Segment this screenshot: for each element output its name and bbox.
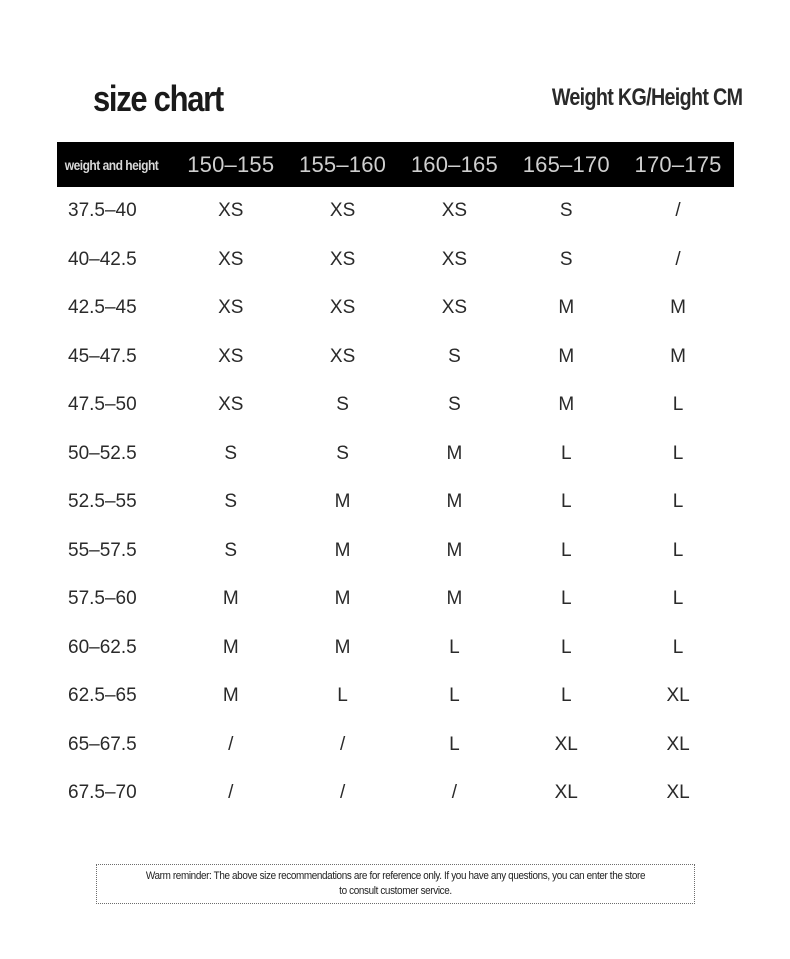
size-cell: XS xyxy=(218,297,244,319)
size-cell: M xyxy=(558,394,575,416)
size-cell: L xyxy=(337,685,348,707)
weight-cell: 42.5–45 xyxy=(68,297,137,319)
size-cell: L xyxy=(560,442,572,464)
size-cell: L xyxy=(672,636,684,658)
size-cell: XS xyxy=(441,248,468,270)
size-cell: XL xyxy=(666,782,690,804)
size-cell: / xyxy=(339,782,346,804)
size-cell: L xyxy=(672,394,684,416)
size-cell: S xyxy=(224,491,238,513)
size-cell: S xyxy=(224,539,238,561)
size-cell: M xyxy=(222,685,239,707)
size-cell: L xyxy=(560,539,572,561)
size-cell: XL xyxy=(554,733,578,755)
weight-cell: 52.5–55 xyxy=(68,491,137,513)
size-cell: L xyxy=(672,539,684,561)
size-cell: M xyxy=(446,539,463,561)
size-cell: S xyxy=(224,442,238,464)
size-cell: L xyxy=(672,588,684,610)
table-row xyxy=(57,769,734,818)
table-row xyxy=(57,672,734,721)
size-cell: XL xyxy=(554,782,578,804)
column-header: 155–160 xyxy=(299,151,387,177)
size-cell: XS xyxy=(218,200,244,222)
weight-cell: 65–67.5 xyxy=(68,733,137,755)
size-cell: / xyxy=(228,733,234,755)
size-cell: L xyxy=(560,588,572,610)
size-cell: XS xyxy=(441,200,468,222)
weight-cell: 67.5–70 xyxy=(68,782,137,804)
weight-cell: 45–47.5 xyxy=(68,345,137,367)
table-row xyxy=(57,284,734,333)
table-row xyxy=(57,187,734,236)
warm-reminder-box xyxy=(96,864,695,904)
size-cell: M xyxy=(446,442,463,464)
size-cell: XS xyxy=(329,200,356,222)
size-cell: XS xyxy=(441,297,468,319)
table-row xyxy=(57,333,734,382)
corner-label: weight and height xyxy=(64,156,159,173)
size-cell: XS xyxy=(329,297,356,319)
table-row xyxy=(57,721,734,770)
weight-cell: 55–57.5 xyxy=(68,539,137,561)
weight-cell: 37.5–40 xyxy=(68,200,137,222)
weight-cell: 47.5–50 xyxy=(68,394,137,416)
size-cell: M xyxy=(222,588,239,610)
size-cell: L xyxy=(560,685,572,707)
weight-cell: 60–62.5 xyxy=(68,636,137,658)
table-row xyxy=(57,381,734,430)
size-cell: M xyxy=(670,345,686,367)
size-cell: / xyxy=(675,200,681,222)
size-cell: M xyxy=(334,491,351,513)
column-header: 170–175 xyxy=(634,151,722,177)
size-cell: XS xyxy=(218,248,244,270)
size-cell: M xyxy=(670,297,686,319)
size-cell: S xyxy=(448,394,461,416)
weight-cell: 50–52.5 xyxy=(68,442,137,464)
size-cell: XL xyxy=(666,685,690,707)
column-header: 160–165 xyxy=(410,151,498,177)
table-row xyxy=(57,236,734,285)
size-cell: S xyxy=(559,248,573,270)
table-row xyxy=(57,575,734,624)
size-cell: M xyxy=(558,345,575,367)
table-row xyxy=(57,624,734,673)
size-cell: XS xyxy=(329,345,356,367)
column-header: 150–155 xyxy=(187,151,275,177)
size-cell: L xyxy=(449,636,460,658)
table-header-row xyxy=(57,142,734,187)
size-cell: / xyxy=(451,782,458,804)
size-cell: S xyxy=(448,345,461,367)
size-cell: L xyxy=(672,491,684,513)
warm-reminder-text: Warm reminder: The above size recommendations are for reference only. If you have any questions, you can enter the store to consult customer service. xyxy=(145,870,646,897)
size-cell: L xyxy=(560,491,572,513)
size-cell: S xyxy=(336,442,349,464)
table-body xyxy=(57,187,734,818)
size-cell: L xyxy=(449,733,460,755)
table-row xyxy=(57,430,734,479)
weight-cell: 57.5–60 xyxy=(68,588,137,610)
size-cell: L xyxy=(560,636,572,658)
size-cell: / xyxy=(675,248,681,270)
size-cell: XS xyxy=(329,248,356,270)
size-cell: XL xyxy=(666,733,690,755)
size-cell: S xyxy=(559,200,573,222)
size-cell: M xyxy=(446,588,463,610)
page-title: size chart xyxy=(93,78,223,119)
size-cell: M xyxy=(334,636,351,658)
size-cell: XS xyxy=(218,394,244,416)
units-label: Weight KG/Height CM xyxy=(551,84,742,111)
column-header: 165–170 xyxy=(522,151,610,177)
weight-cell: 62.5–65 xyxy=(68,685,137,707)
size-cell: L xyxy=(449,685,460,707)
size-cell: M xyxy=(334,539,351,561)
weight-cell: 40–42.5 xyxy=(68,248,137,270)
size-cell: XS xyxy=(218,345,244,367)
size-cell: M xyxy=(446,491,463,513)
size-cell: S xyxy=(336,394,349,416)
size-cell: / xyxy=(228,782,234,804)
size-cell: L xyxy=(672,442,684,464)
size-cell: / xyxy=(339,733,346,755)
size-table xyxy=(57,142,734,818)
size-cell: M xyxy=(558,297,575,319)
size-cell: M xyxy=(222,636,239,658)
size-cell: M xyxy=(334,588,351,610)
table-row xyxy=(57,478,734,527)
table-row xyxy=(57,527,734,576)
